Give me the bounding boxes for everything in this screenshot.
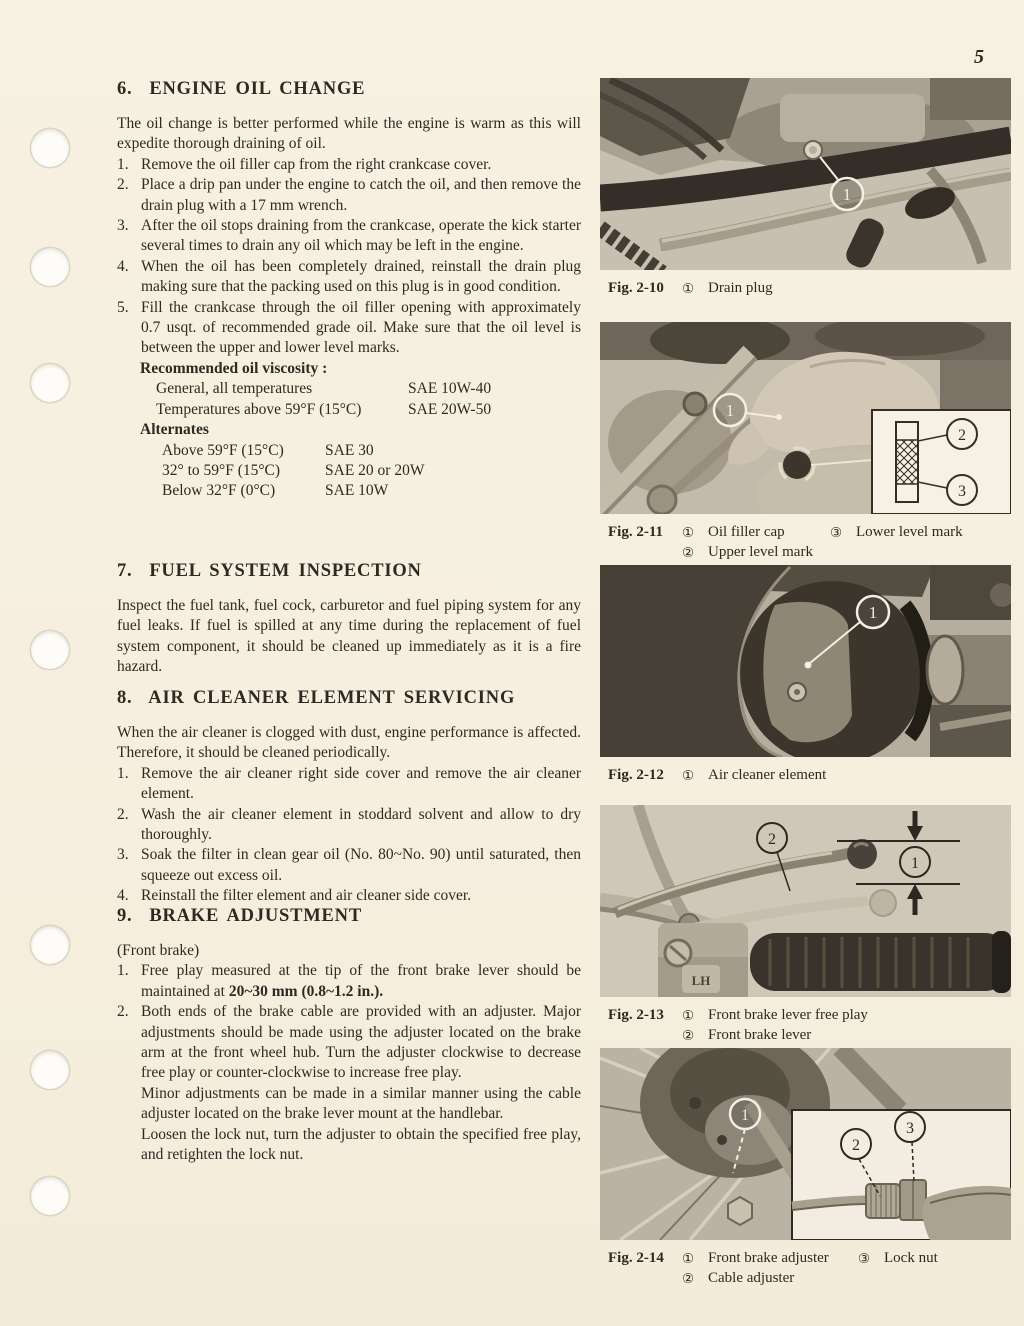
callout-2: 2	[768, 831, 776, 848]
figure-caption	[600, 1006, 1011, 1046]
list-item: 1. Remove the air cleaner right side cover and remove the air cleaner element.	[117, 764, 581, 803]
section-heading: 7. FUEL SYSTEM INSPECTION	[117, 561, 422, 581]
list-item: 1. Remove the oil filler cap from the right crankcase cover.	[117, 155, 492, 173]
figure-air-cleaner	[600, 565, 1011, 786]
section-heading: 9. BRAKE ADJUSTMENT	[117, 906, 362, 926]
caption-entry: ② Cable adjuster	[682, 1270, 795, 1287]
caption-entry: ③ Lock nut	[858, 1250, 938, 1267]
oil-viscosity-table	[140, 359, 581, 502]
circled-number: ①	[682, 1008, 695, 1024]
figure-photo	[600, 78, 1011, 270]
circled-number: ②	[682, 545, 695, 561]
punch-hole	[31, 364, 69, 402]
caption-entry: ① Air cleaner element	[682, 767, 827, 784]
caption-entry: ② Upper level mark	[682, 544, 813, 561]
figure-photo	[600, 805, 1011, 997]
list-item: 5. Fill the crankcase through the oil filler opening with approximately 0.7 usqt. of recommended grade oil. Make sure that the oil level is between the upper and lower level marks.	[117, 298, 581, 357]
figure-front-brake-adjuster	[600, 1048, 1011, 1289]
figure-photo	[600, 322, 1011, 514]
table-row: General, all temperatures SAE 10W-40	[156, 380, 492, 398]
figure-caption	[600, 523, 1011, 563]
air-cleaner-photo	[600, 565, 1011, 757]
section-heading: 6. ENGINE OIL CHANGE	[117, 79, 366, 99]
figure-caption	[600, 1249, 1011, 1289]
caption-entry: ① Oil filler cap	[682, 524, 785, 541]
brake-lever-photo	[600, 805, 1011, 997]
figure-photo	[600, 565, 1011, 757]
callout-1: 1	[911, 855, 919, 872]
figure-brake-lever	[600, 805, 1011, 1046]
list-item: 2. Place a drip pan under the engine to catch the oil, and then remove the drain plug with a 17 mm wrench.	[117, 176, 581, 214]
paragraph: When the air cleaner is clogged with dust, engine performance is affected. Therefore, it should be cleaned periodically.	[117, 724, 581, 762]
step-text: Free play measured at the tip of the front brake lever should be maintained at	[141, 962, 581, 1000]
figure-oil-filler	[600, 322, 1011, 563]
section-brake-adjustment	[117, 905, 581, 1165]
punch-hole	[31, 1177, 69, 1215]
figure-label: Fig. 2-10	[608, 280, 664, 296]
oil-filler-photo	[600, 322, 1011, 514]
callout-2: 2	[958, 427, 966, 444]
callout-3: 3	[958, 483, 966, 500]
circled-number: ①	[682, 768, 695, 784]
circled-number: ①	[682, 525, 695, 541]
paragraph: Loosen the lock nut, turn the adjuster to obtain the specified free play, and retighten the lock nut.	[141, 1125, 581, 1164]
punch-hole	[31, 926, 69, 964]
list-item: 3. Soak the filter in clean gear oil (No. 80~No. 90) until saturated, then squeeze out excess oil.	[117, 846, 581, 884]
circled-number: ②	[682, 1028, 695, 1044]
page-number: 5	[974, 46, 984, 68]
figure-label: Fig. 2-14	[608, 1250, 664, 1266]
step-text-bold: 20~30 mm (0.8~1.2 in.).	[228, 982, 384, 1000]
punch-hole	[31, 248, 69, 286]
section-engine-oil-change	[117, 78, 581, 502]
callout-1: 1	[842, 185, 852, 204]
punch-hole	[31, 631, 69, 669]
table-row: Above 59°F (15°C) SAE 30	[162, 441, 374, 459]
engine-underside-photo	[600, 78, 1011, 270]
list-item: 4. When the oil has been completely drained, reinstall the drain plug making sure that the packing used on this plug is in good condition.	[117, 257, 581, 296]
paragraph: Inspect the fuel tank, fuel cock, carburetor and fuel piping system for any fuel leaks. If fuel is spilled at any time during the replacement of fuel system component, it should be cleaned up immediately as it is a fire hazard.	[117, 597, 581, 676]
circled-number: ③	[858, 1251, 871, 1267]
caption-entry: ① Front brake adjuster	[682, 1250, 829, 1267]
front-hub-photo	[600, 1048, 1011, 1240]
figure-caption	[600, 279, 1011, 299]
list-item: 1. Free play measured at the tip of the front brake lever should be maintained at 20~30 mm (0.8~1.2 in.).	[117, 962, 581, 1000]
paragraph: Minor adjustments can be made in a similar manner using the cable adjuster located on the brake lever mount at the handlebar.	[141, 1084, 581, 1123]
punch-hole	[31, 1051, 69, 1089]
circled-number: ①	[682, 1251, 695, 1267]
caption-entry: ② Front brake lever	[682, 1027, 812, 1044]
callout-1: 1	[868, 603, 878, 622]
table-row: Below 32°F (0°C) SAE 10W	[162, 482, 389, 500]
figure-caption	[600, 766, 1011, 786]
caption-entry: ③ Lower level mark	[830, 524, 963, 541]
subsection-label: (Front brake)	[117, 942, 200, 959]
callout-1: 1	[725, 401, 735, 420]
lever-stamp: LH	[691, 973, 711, 988]
callout-3: 3	[906, 1120, 914, 1137]
table-row: Temperatures above 59°F (15°C) SAE 20W-50	[156, 400, 492, 418]
table-row: 32° to 59°F (15°C) SAE 20 or 20W	[162, 461, 425, 479]
table-subtitle: Alternates	[140, 421, 209, 439]
paragraph: Both ends of the brake cable are provided with an adjuster. Major adjustments should be made using the adjuster located on the brake arm at the front wheel hub. Turn the adjuster clockwise to decrease free play or counter-clockwise to increase free play.	[141, 1003, 581, 1082]
section-heading: 8. AIR CLEANER ELEMENT SERVICING	[117, 688, 516, 708]
section-fuel-system-inspection	[117, 560, 581, 678]
figure-label: Fig. 2-12	[608, 767, 664, 783]
circled-number: ③	[830, 525, 843, 541]
section-air-cleaner-servicing	[117, 687, 581, 907]
list-item: 4. Reinstall the filter element and air cleaner side cover.	[117, 887, 472, 905]
caption-entry: ① Front brake lever free play	[682, 1007, 868, 1024]
punch-hole	[31, 129, 69, 167]
figure-label: Fig. 2-11	[608, 524, 663, 540]
circled-number: ②	[682, 1271, 695, 1287]
paragraph: The oil change is better performed while the engine is warm as this will expedite thorough draining of oil.	[117, 115, 581, 153]
circled-number: ①	[682, 281, 695, 297]
figure-photo	[600, 1048, 1011, 1240]
list-item: 2. Both ends of the brake cable are provided with an adjuster. Major adjustments should be made using the adjuster located on the brake arm at the front wheel hub. Turn the adjuster clockwise to decrease free play or counter-clockwise to increase free play. Minor adjustments can be made in a similar manner using the cable adjuster located on the brake lever mount at the handlebar. Loosen the lock nut, turn the adjuster to obtain the specified free play, and retighten the lock nut.	[117, 1002, 581, 1165]
table-title: Recommended oil viscosity :	[140, 359, 328, 377]
caption-entry: ① Drain plug	[682, 280, 773, 297]
list-item: 3. After the oil stops draining from the crankcase, operate the kick starter several times to drain any oil which may be left in the engine.	[117, 217, 581, 255]
list-item: 2. Wash the air cleaner element in stoddard solvent and allow to dry thoroughly.	[117, 805, 581, 844]
figure-label: Fig. 2-13	[608, 1007, 664, 1023]
callout-2: 2	[852, 1137, 860, 1154]
figure-drain-plug	[600, 78, 1011, 299]
callout-1: 1	[741, 1107, 749, 1124]
